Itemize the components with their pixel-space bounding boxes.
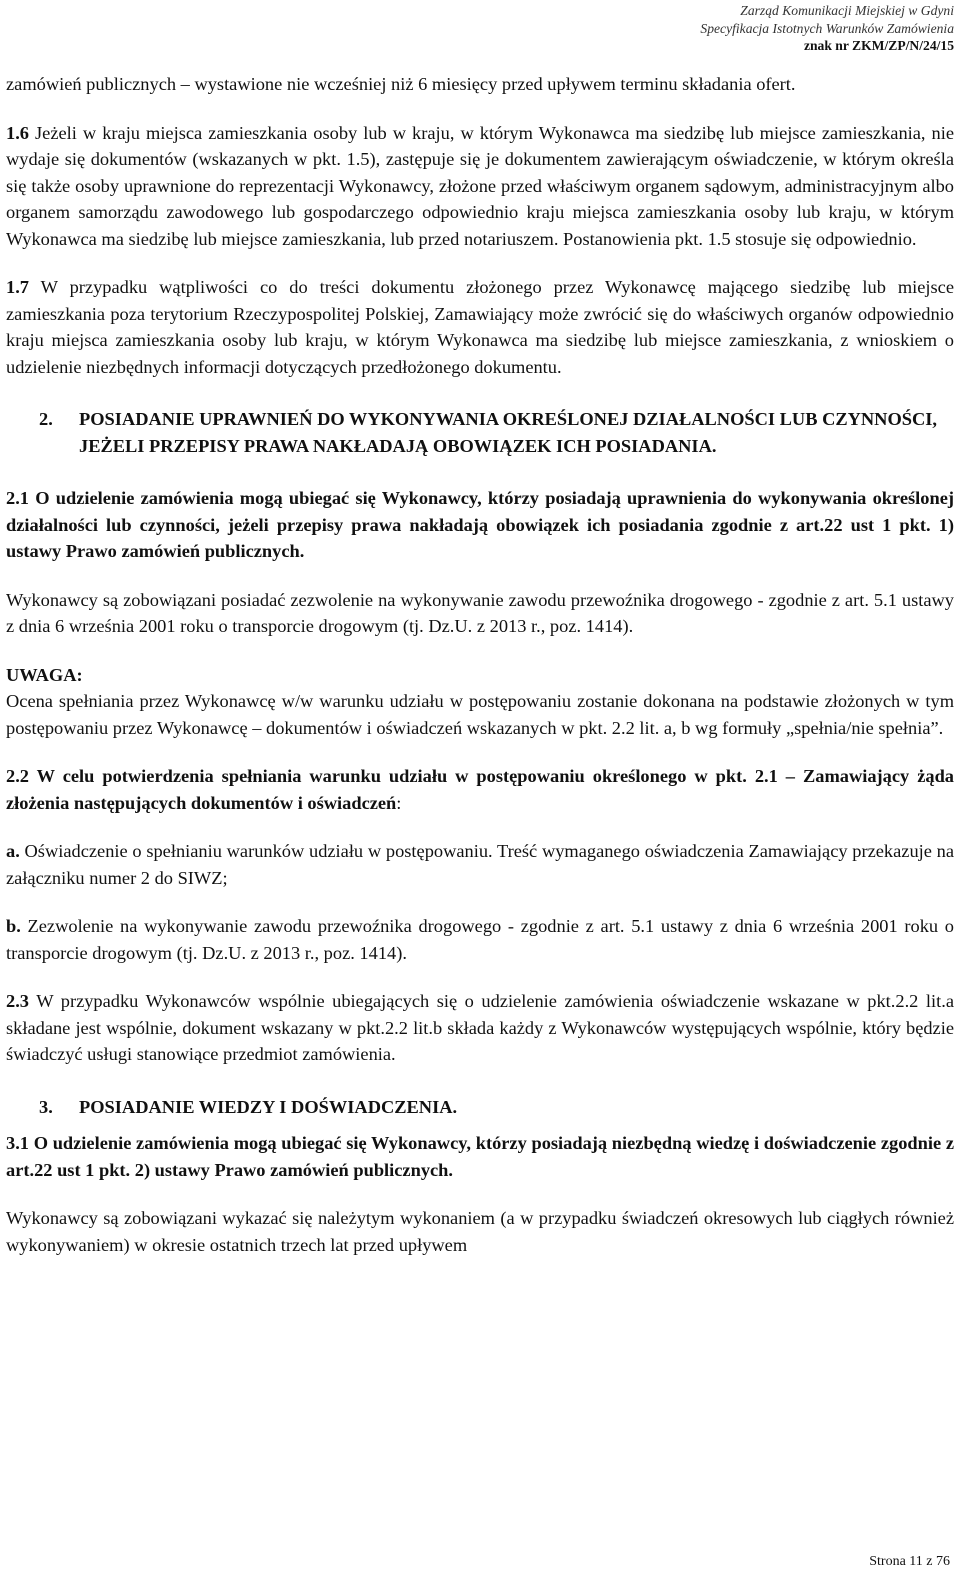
paragraph-intro: zamówień publicznych – wystawione nie wcześniej niż 6 miesięcy przed upływem terminu składania ofert. [6, 74, 796, 94]
paragraph-text: W przypadku wątpliwości co do treści dokumentu złożonego przez Wykonawcę mającego siedzibę lub miejsce zamieszkania poza terytorium Rzeczypospolitej Polskiej, Zamawiający może zwrócić się do właściwych organów odpowiednio kraju miejsca zamieszkania osoby lub kraju, w którym Wykonawca ma siedzibę lub miejsce zamieszkania, z wnioskiem o udzielenie niezbędnych informacji dotyczących przedłożonego dokumentu. [6, 277, 954, 377]
paragraph-2-3 [6, 988, 954, 1068]
paragraph-2-1 [6, 485, 954, 565]
paragraph-number: 1.7 [6, 277, 29, 297]
header-organization: Zarząd Komunikacji Miejskiej w Gdyni [740, 3, 954, 18]
footer-page-label: Strona [869, 1554, 906, 1569]
paragraph-2-1-permit: Wykonawcy są zobowiązani posiadać zezwolenie na wykonywanie zawodu przewoźnika drogowego - zgodnie z art. 5.1 ustawy z dnia 6 września 2001 roku o transporcie drogowym (tj. Dz.U. z 2013 r., poz. 1414). [6, 589, 954, 636]
section-number: 3. [39, 1096, 53, 1117]
paragraph-3-1-experience: Wykonawcy są zobowiązani wykazać się należytym wykonaniem (a w przypadku świadczeń okresowych lub ciągłych również wykonywaniem) w okresie ostatnich trzech lat przed upływem [6, 1208, 954, 1255]
section-heading-2 [39, 406, 954, 459]
page-footer [869, 1554, 950, 1570]
paragraph-1-7 [6, 274, 954, 380]
paragraph-text: W przypadku Wykonawców wspólnie ubiegających się o udzielenie zamówienia oświadczenie wskazane w pkt.2.2 lit.a składane jest wspólnie, dokument wskazany w pkt.2.2 lit.b składa każdy z Wykonawców występujących wspólnie, który będzie świadczyć usługi stanowiące przedmiot zamówienia. [6, 991, 954, 1064]
paragraph-number: 2.1 [6, 488, 29, 508]
paragraph-2-2-a [6, 838, 954, 891]
section-heading-3 [39, 1094, 954, 1121]
section-number: 2. [39, 409, 53, 429]
paragraph-text: W celu potwierdzenia spełniania warunku udziału w postępowaniu określonego w pkt. 2.1 – Zamawiający żąda złożenia następujących dokumentów i oświadczeń [6, 766, 954, 813]
section-title: POSIADANIE WIEDZY I DOŚWIADCZENIA. [79, 1096, 458, 1117]
note-label: UWAGA: [6, 664, 83, 685]
item-letter: b. [6, 916, 21, 936]
header-document-title: Specyfikacja Istotnych Warunków Zamówienia [700, 20, 954, 36]
item-letter: a. [6, 841, 20, 861]
paragraph-colon: : [396, 792, 402, 813]
paragraph-text: Jeżeli w kraju miejsca zamieszkania osoby lub w kraju, w którym Wykonawca ma siedzibę lub miejsce zamieszkania, nie wydaje się dokumentów (wskazanych w pkt. 1.5), zastępuje się je dokumentem zawierającym oświadczenie, w którym określa się także osoby uprawnione do reprezentacji Wykonawcy, złożone przed właściwym organem sądowym, administracyjnym albo organem samorządu zawodowego lub gospodarczego odpowiednio kraju miejsca zamieszkania osoby lub kraju, w którym Wykonawca ma siedzibę lub miejsce zamieszkania, lub przed notariuszem. Postanowienia pkt. 1.5 stosuje się odpowiednio. [6, 122, 954, 249]
item-text: Oświadczenie o spełnianiu warunków udziału w postępowaniu. Treść wymaganego oświadczenia Zamawiający przekazuje na załączniku numer 2 do SIWZ; [6, 841, 954, 888]
paragraph-number: 2.3 [6, 991, 29, 1011]
note-text: Ocena spełniania przez Wykonawcę w/w warunku udziału w postępowaniu zostanie dokonana na podstawie złożonych w tym postępowaniu przez Wykonawcę – dokumentów i oświadczeń wskazanych w pkt. 2.2 lit. a, b wg formuły „spełnia/nie spełnia”. [6, 691, 954, 738]
paragraph-text: O udzielenie zamówienia mogą ubiegać się Wykonawcy, którzy posiadają uprawnienia do wykonywania określonej działalności lub czynności, jeżeli przepisy prawa nakładają obowiązek ich posiadania zgodnie z art.22 ust 1 pkt. 1) ustawy Prawo zamówień publicznych. [6, 488, 954, 561]
paragraph-2-2-b [6, 913, 954, 966]
paragraph-number: 2.2 [6, 766, 29, 786]
section-title: POSIADANIE UPRAWNIEŃ DO WYKONYWANIA OKREŚLONEJ DZIAŁALNOŚCI LUB CZYNNOŚCI, JEŻELI PRZEPISY PRAWA NAKŁADAJĄ OBOWIĄZEK ICH POSIADANIA. [79, 409, 938, 456]
page-header [700, 2, 954, 55]
paragraph-text: O udzielenie zamówienia mogą ubiegać się Wykonawcy, którzy posiadają niezbędną wiedzę i doświadczenie zgodnie z art.22 ust 1 pkt. 2) ustawy Prawo zamówień publicznych. [6, 1133, 954, 1180]
footer-page-total: 76 [936, 1554, 950, 1569]
paragraph-3-1 [6, 1130, 954, 1183]
footer-separator: z [926, 1554, 933, 1569]
paragraph-2-2 [6, 763, 954, 816]
paragraph-number: 1.6 [6, 122, 29, 143]
paragraph-number: 3.1 [6, 1133, 29, 1153]
footer-page-number: 11 [909, 1554, 923, 1569]
paragraph-1-6 [6, 120, 954, 253]
item-text: Zezwolenie na wykonywanie zawodu przewoźnika drogowego - zgodnie z art. 5.1 ustawy z dnia 6 września 2001 roku o transporcie drogowym (tj. Dz.U. z 2013 r., poz. 1414). [6, 916, 954, 963]
document-body [6, 71, 954, 1258]
header-reference-code: znak nr ZKM/ZP/N/24/15 [803, 38, 954, 53]
